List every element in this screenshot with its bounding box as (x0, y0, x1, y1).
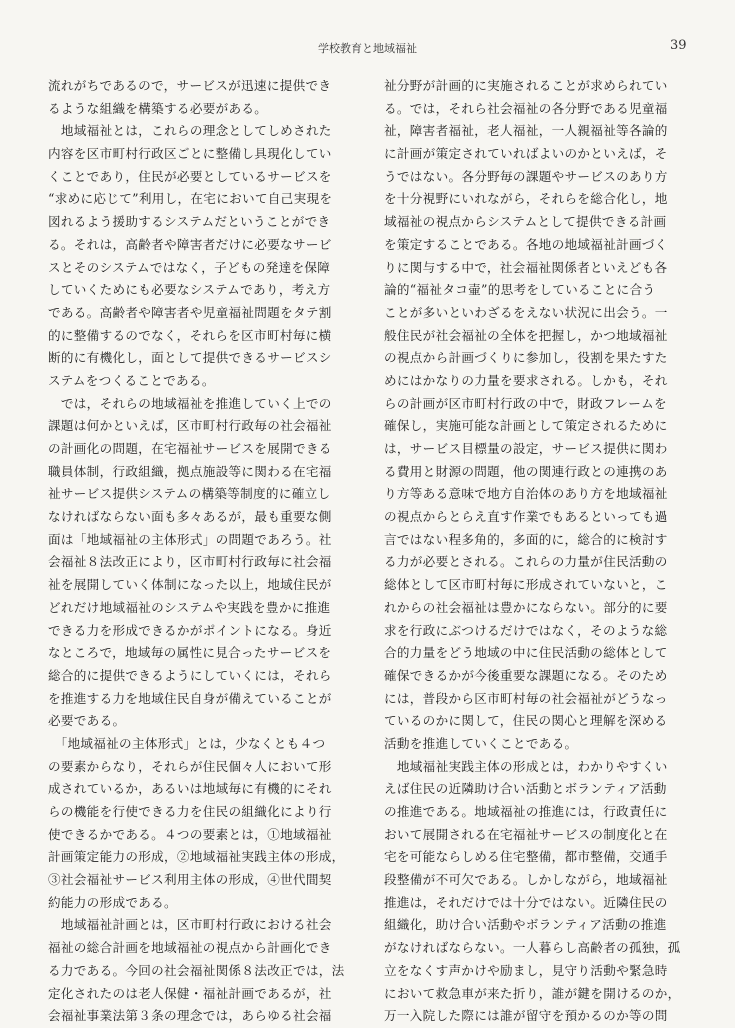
text-line: スとそのシステムではなく，子どもの発達を保障 (48, 259, 331, 275)
text-line: 求を行政にぶつけるだけではなく，そのような総 (384, 622, 668, 638)
text-line: 言ではない程多角的，多面的に，総合的に検討す (384, 531, 668, 547)
text-line: 地域福祉とは，これらの理念としてしめされた (48, 123, 332, 139)
text-line: の視点からとらえ直す作業でもあるといっても過 (384, 509, 668, 525)
text-line: 課題は何かといえば，区市町村行政毎の社会福祉 (48, 418, 332, 434)
text-line: 必要である。 (48, 713, 126, 729)
text-line: ことが多いといわざるをえない状況に出会う。一 (384, 304, 668, 320)
text-line: していくためにも必要なシステムであり，考え方 (48, 282, 331, 298)
text-line: 合的力量をどう地域の中に住民活動の総体として (384, 645, 668, 661)
text-line: 面は「地域福祉の主体形式」の問題であろう。社 (48, 531, 332, 547)
text-line: らの計画が区市町村行政の中で，財政フレームを (384, 395, 667, 411)
text-line: 約能力の形成である。 (48, 894, 177, 910)
text-line: 流れがちであるので，サービスが迅速に提供でき (48, 78, 332, 93)
text-line: に計画が策定されていればよいのかといえば，そ (384, 146, 668, 162)
text-line: 推進は，それだけでは十分ではない。近隣住民の (384, 894, 668, 910)
text-line: 地域福祉計画とは，区市町村行政における社会 (48, 917, 332, 933)
text-line: 立をなくす声かけや励まし，見守り活動や緊急時 (384, 962, 668, 978)
text-line: 地域福祉実践主体の形成とは，わかりやすくい (384, 758, 668, 774)
text-line: において救急車が来た折り，誰が鍵を開けるのか， (384, 985, 681, 1001)
text-line: 図れるよう援助するシステムだということができ (48, 214, 331, 230)
text-line: 祉サービス提供システムの構築等制度的に確立し (48, 486, 331, 502)
text-line: では，それらの地域福祉を推進していく上での (48, 395, 332, 411)
text-line: 内容を区市町村行政区ごとに整備し具現化してい (48, 146, 332, 162)
text-line: ているのかに関して，住民の関心と理解を深める (384, 713, 668, 729)
text-line: 定化されたのは老人保健・福祉計画であるが，社 (48, 985, 332, 1001)
text-line: おいて展開される在宅福祉サービスの制度化と在 (384, 826, 668, 842)
text-line: 総合的に提供できるようにしていくには，それら (48, 667, 332, 683)
text-line: 会福祉事業法第３条の理念では，あらゆる社会福 (48, 1008, 332, 1024)
text-line: 成されているか，あるいは地域毎に有機的にそれ (48, 781, 332, 797)
right-text-column (384, 75, 689, 1028)
page-number: 39 (670, 38, 687, 53)
text-line: なければならない面も多々あるが，最も重要な側 (48, 509, 332, 525)
running-header: 学校教育と地域福祉 (318, 42, 417, 55)
text-line: りに関与する中で，社会福祉関係者といえども各 (384, 259, 668, 275)
text-line: を推進する力を地域住民自身が備えていることが (48, 690, 332, 706)
text-line: なところで，地域毎の属性に見合ったサービスを (48, 645, 332, 661)
text-line: がなければならない。一人暮らし高齢者の孤独，孤 (384, 940, 681, 956)
text-line: 的に整備するのでなく，それらを区市町村毎に横 (48, 327, 332, 343)
text-line: うではない。各分野毎の課題やサービスのあり方 (384, 168, 668, 184)
text-line: るような組織を構築する必要がある。 (48, 100, 268, 116)
text-line: は，サービス目標量の設定，サービス提供に関わ (384, 441, 668, 456)
text-line: る力が必要とされる。これらの力量が住民活動の (384, 554, 668, 570)
text-line: 祉分野が計画的に実施されることが求められてい (384, 78, 668, 93)
text-line: どれだけ地域福祉のシステムや実践を豊かに推進 (48, 599, 331, 615)
text-line: めにはかなりの力量を要求される。しかも，それ (384, 372, 668, 388)
text-line: る。それは，高齢者や障害者だけに必要なサービ (48, 236, 332, 252)
text-line: れからの社会福祉は豊かにならない。部分的に要 (384, 599, 668, 615)
text-line: 祉，障害者福祉，老人福祉，一人親福祉等各論的 (384, 123, 668, 139)
text-line: ステムをつくることである。 (48, 372, 215, 388)
text-line: 活動を推進していくことである。 (384, 735, 578, 751)
text-line: 宅を可能ならしめる住宅整備，都市整備，交通手 (384, 849, 668, 865)
text-line: 組織化，助け合い活動やボランティア活動の推進 (384, 917, 667, 933)
text-line: 断的に有機化し，面として提供できるサービスシ (48, 350, 332, 366)
text-line: の要素からなり，それらが住民個々人において形 (48, 758, 332, 774)
text-line: る力である。今回の社会福祉関係８法改正では，法 (48, 962, 345, 978)
text-line: の推進である。地域福祉の推進には，行政責任に (384, 804, 668, 819)
text-line: らの機能を行使できる力を住民の組織化により行 (48, 804, 332, 819)
text-line: 確保できるかが今後重要な課題になる。そのため (384, 667, 668, 683)
text-line: を十分視野にいれながら，それらを総合化し，地 (384, 191, 668, 207)
text-line: る費用と財源の問題，他の関連行政との連携のあ (384, 463, 668, 479)
text-line: 域福祉の視点からシステムとして提供できる計画 (384, 214, 667, 230)
text-line: 総体として区市町村毎に形成されていないと，こ (384, 577, 668, 593)
text-line: る。では，それら社会福祉の各分野である児童福 (384, 100, 668, 116)
text-line: くことであり，住民が必要としているサービスを (48, 168, 332, 184)
text-line: 使できるかである。４つの要素とは，①地域福祉 (48, 826, 332, 842)
text-line: 福祉の総合計画を地域福祉の視点から計画化でき (48, 940, 332, 956)
text-line: 確保し，実施可能な計画として策定されるために (384, 418, 668, 434)
text-line: を策定することである。各地の地域福祉計画づく (384, 236, 668, 252)
text-line: の視点から計画づくりに参加し，役割を果たすた (384, 350, 668, 366)
text-line: できる力を形成できるかがポイントになる。身近 (48, 622, 332, 638)
text-line: 論的“福祉タコ壷”的思考をしていることに合う (384, 282, 656, 298)
text-line: 祉を展開していく体制になった以上，地域住民が (48, 577, 332, 593)
text-line: の計画化の問題，在宅福祉サービスを展開できる (48, 441, 332, 456)
text-line: 会福祉８法改正により，区市町村行政毎に社会福 (48, 554, 332, 570)
text-line: 段整備が不可欠である。しかしながら，地域福祉 (384, 872, 668, 888)
text-line: り方等ある意味で地方自治体のあり方を地域福祉 (384, 486, 668, 502)
text-line: “求めに応じて”利用し，在宅において自己実現を (48, 191, 333, 207)
text-line: 「地域福祉の主体形式」とは，少なくとも４つ (48, 735, 326, 751)
text-line: 般住民が社会福祉の全体を把握し，かつ地域福祉 (384, 327, 668, 343)
text-line: ③社会福祉サービス利用主体の形成，④世代間契 (48, 872, 332, 888)
left-text-column (48, 75, 353, 1028)
text-line: 万一入院した際には誰が留守を預かるのか等の問 (384, 1008, 668, 1024)
text-line: である。高齢者や障害者や児童福祉問題をタテ割 (48, 304, 332, 320)
text-line: 計画策定能力の形成，②地域福祉実践主体の形成， (48, 849, 345, 865)
text-line: 職員体制，行政組織，拠点施設等に関わる在宅福 (48, 463, 332, 479)
text-line: えば住民の近隣助け合い活動とボランティア活動 (384, 781, 667, 797)
text-line: には，普段から区市町村毎の社会福祉がどうなっ (384, 690, 668, 706)
